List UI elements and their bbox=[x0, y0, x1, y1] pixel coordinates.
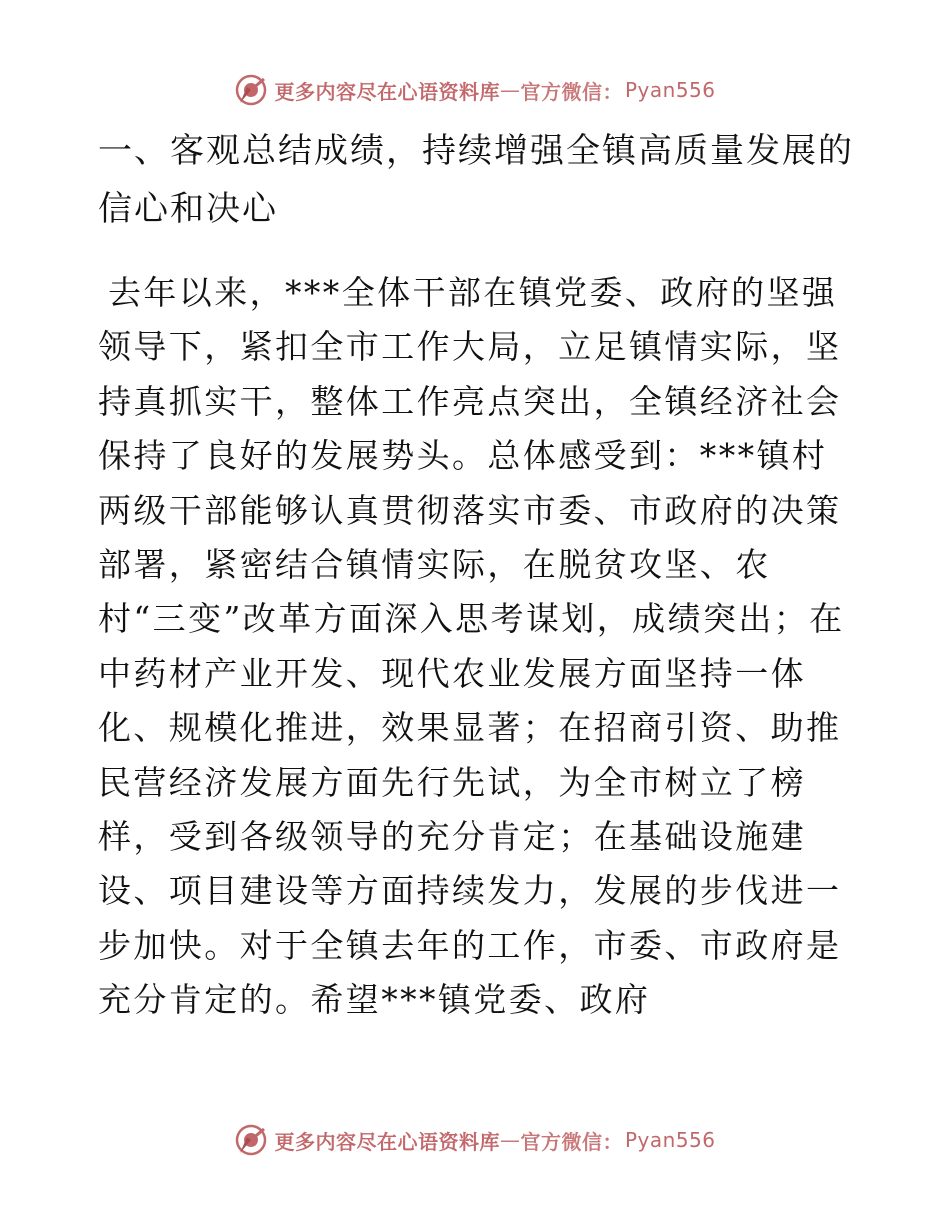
document-body bbox=[98, 122, 858, 1028]
header-watermark bbox=[0, 70, 950, 110]
watermark-dash: — bbox=[499, 78, 521, 102]
watermark-title: 更多内容尽在心语资料库 bbox=[274, 1129, 500, 1154]
watermark-wechat-id: Pyan556 bbox=[624, 78, 716, 102]
pen-logo-icon bbox=[234, 1123, 268, 1157]
watermark-dash: — bbox=[499, 1128, 521, 1152]
footer-watermark bbox=[0, 1120, 950, 1160]
watermark-wechat-id: Pyan556 bbox=[624, 1128, 716, 1152]
watermark-wechat-label: 官方微信： bbox=[520, 79, 623, 104]
section-heading: 一、客观总结成绩，持续增强全镇高质量发展的信心和决心 bbox=[98, 131, 854, 229]
pen-logo-icon bbox=[234, 73, 268, 107]
watermark-title: 更多内容尽在心语资料库 bbox=[274, 79, 500, 104]
watermark-wechat-label: 官方微信： bbox=[520, 1129, 623, 1154]
body-paragraph: 去年以来，***全体干部在镇党委、政府的坚强领导下，紧扣全市工作大局，立足镇情实际，坚持真抓实干，整体工作亮点突出，全镇经济社会保持了良好的发展势头。总体感受到：***镇村两级干部能够认真贯彻落实市委、市政府的决策部署，紧密结合镇情实际，在脱贫攻坚、农村“三变”改革方面深入思考谋划，成绩突出；在中药材产业开发、现代农业发展方面坚持一体化、规模化推进，效果显著；在招商引资、助推民营经济发展方面先行先试，为全市树立了榜样，受到各级领导的充分肯定；在基础设施建设、项目建设等方面持续发力，发展的步伐进一步加快。对于全镇去年的工作，市委、市政府是充分肯定的。希望***镇党委、政府 bbox=[98, 273, 845, 1020]
